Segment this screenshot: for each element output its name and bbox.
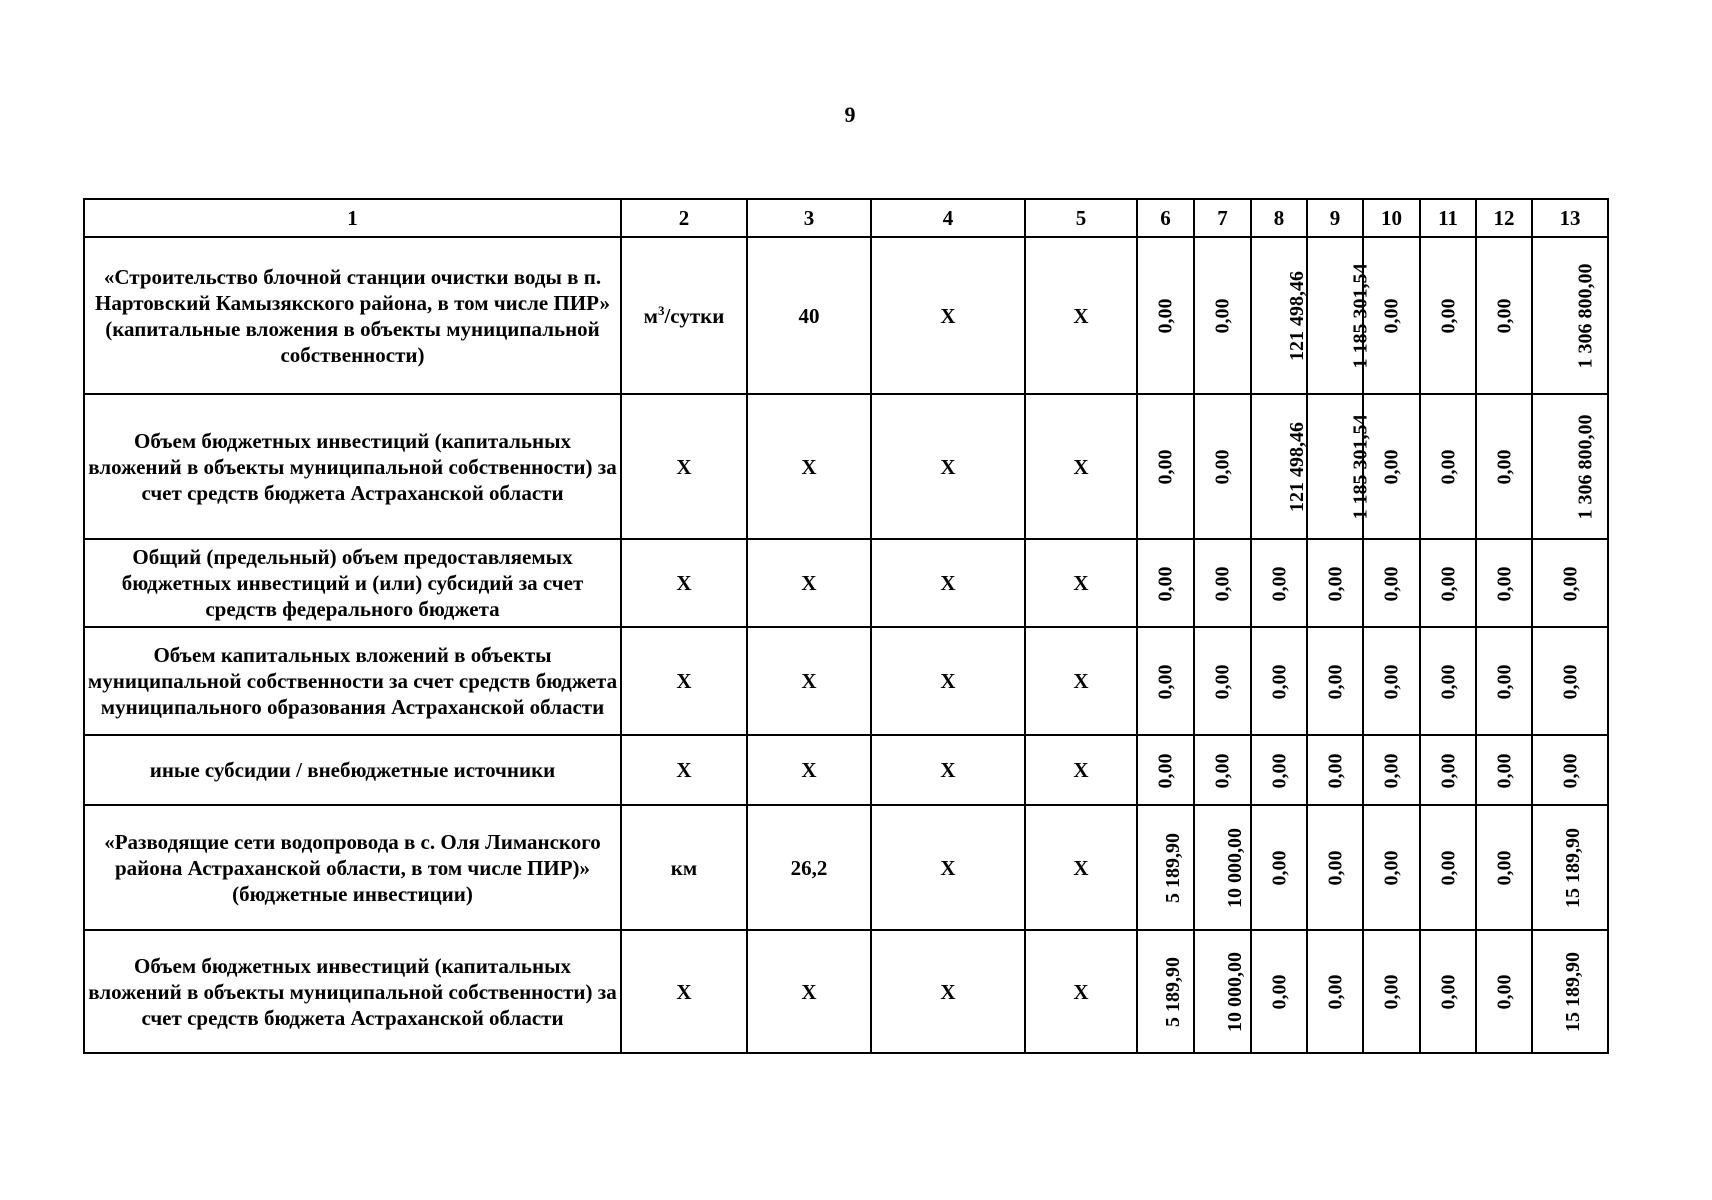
row-value: 0,00	[1493, 664, 1515, 699]
row-value-cell	[1251, 539, 1307, 627]
column-header: 12	[1476, 199, 1532, 237]
row-value-cell	[1532, 930, 1608, 1053]
row-capacity: 26,2	[747, 805, 871, 930]
row-value-cell	[1420, 394, 1476, 539]
row-value-cell	[1194, 735, 1251, 805]
row-value: 0,00	[1268, 850, 1290, 886]
row-value: 0,00	[1380, 753, 1403, 788]
row-value-cell	[1476, 539, 1532, 627]
row-description: Общий (предельный) объем предоставляемых бюджетных инвестиций и (или) субсидий за счет средств федерального бюджета	[84, 539, 621, 627]
row-col5: X	[1025, 539, 1137, 627]
row-col4: X	[871, 237, 1025, 394]
row-capacity: 40	[747, 237, 871, 394]
row-col4: X	[871, 394, 1025, 539]
row-col5: X	[1025, 237, 1137, 394]
table-row	[84, 237, 1608, 394]
row-value-cell	[1363, 237, 1420, 394]
row-value-cell	[1251, 394, 1307, 539]
row-value-cell	[1251, 930, 1307, 1053]
row-value: 0,00	[1380, 974, 1403, 1010]
column-header: 1	[84, 199, 621, 237]
row-col4: X	[871, 539, 1025, 627]
row-value-cell	[1476, 237, 1532, 394]
row-value: 0,00	[1380, 298, 1403, 334]
row-value: 0,00	[1211, 664, 1234, 699]
row-value: 0,00	[1324, 850, 1346, 886]
row-value: 0,00	[1493, 753, 1515, 788]
row-value: 0,00	[1268, 566, 1290, 601]
table-row	[84, 394, 1608, 539]
column-header: 13	[1532, 199, 1608, 237]
row-value: 0,00	[1493, 449, 1515, 485]
row-value-cell	[1363, 930, 1420, 1053]
row-value-cell	[1532, 627, 1608, 735]
row-value: 0,00	[1559, 566, 1581, 601]
row-capacity: X	[747, 930, 871, 1053]
row-value-cell	[1307, 805, 1363, 930]
row-value: 0,00	[1268, 974, 1290, 1010]
row-value-cell	[1476, 735, 1532, 805]
row-value: 1 185 301,54	[1349, 414, 1372, 520]
row-value-cell	[1420, 805, 1476, 930]
row-col4: X	[871, 805, 1025, 930]
row-value: 0,00	[1154, 566, 1177, 601]
row-value-cell	[1532, 539, 1608, 627]
column-header: 11	[1420, 199, 1476, 237]
row-value: 0,00	[1324, 566, 1346, 601]
row-value-cell	[1420, 627, 1476, 735]
row-value-cell	[1532, 237, 1608, 394]
page-number: 9	[844, 102, 856, 127]
row-value: 1 185 301,54	[1349, 263, 1372, 369]
row-value: 15 189,90	[1562, 952, 1584, 1032]
row-value: 0,00	[1437, 850, 1459, 886]
row-value: 0,00	[1380, 850, 1403, 886]
row-value-cell	[1251, 805, 1307, 930]
row-col5: X	[1025, 805, 1137, 930]
row-value-cell	[1137, 237, 1194, 394]
row-value-cell	[1137, 930, 1194, 1053]
row-value-cell	[1307, 539, 1363, 627]
row-value-cell	[1476, 930, 1532, 1053]
row-description: «Строительство блочной станции очистки воды в п. Нартовский Камызякского района, в том числе ПИР» (капитальные вложения в объекты муниципальной собственности)	[84, 237, 621, 394]
row-col4: X	[871, 930, 1025, 1053]
row-value-cell	[1137, 735, 1194, 805]
row-description: Объем бюджетных инвестиций (капитальных вложений в объекты муниципальной собственности) за счет средств бюджета Астраханской области	[84, 394, 621, 539]
row-value: 0,00	[1211, 298, 1234, 334]
row-value-cell	[1420, 237, 1476, 394]
row-value: 10 000,00	[1224, 828, 1246, 908]
row-value-cell	[1194, 930, 1251, 1053]
row-value: 0,00	[1154, 753, 1177, 788]
column-header: 7	[1194, 199, 1251, 237]
table-row	[84, 805, 1608, 930]
row-description: Объем капитальных вложений в объекты муниципальной собственности за счет средств бюджета муниципального образования Астраханской области	[84, 627, 621, 735]
row-col5: X	[1025, 735, 1137, 805]
column-header: 3	[747, 199, 871, 237]
row-value: 0,00	[1211, 753, 1234, 788]
row-value: 0,00	[1493, 298, 1515, 334]
column-header: 2	[621, 199, 747, 237]
row-value-cell	[1307, 735, 1363, 805]
column-header: 6	[1137, 199, 1194, 237]
row-col5: X	[1025, 394, 1137, 539]
row-value-cell	[1307, 237, 1372, 394]
row-value: 0,00	[1559, 664, 1581, 699]
row-unit: X	[621, 394, 747, 539]
row-value-cell	[1532, 805, 1608, 930]
table-row	[84, 735, 1608, 805]
row-col5: X	[1025, 930, 1137, 1053]
column-header: 8	[1251, 199, 1307, 237]
row-value: 0,00	[1324, 753, 1346, 788]
row-value-cell	[1363, 805, 1420, 930]
row-value: 0,00	[1437, 974, 1459, 1010]
row-value-cell	[1420, 735, 1476, 805]
column-header: 10	[1363, 199, 1420, 237]
row-value: 1 306 800,00	[1574, 263, 1597, 369]
row-value-cell	[1532, 394, 1608, 539]
row-value-cell	[1307, 627, 1363, 735]
row-description: иные субсидии / внебюджетные источники	[84, 735, 621, 805]
row-col4: X	[871, 627, 1025, 735]
row-value-cell	[1363, 539, 1420, 627]
row-value: 0,00	[1493, 974, 1515, 1010]
row-capacity: X	[747, 394, 871, 539]
row-value-cell	[1137, 627, 1194, 735]
row-value-cell	[1363, 627, 1420, 735]
row-col4: X	[871, 735, 1025, 805]
row-value-cell	[1251, 627, 1307, 735]
row-value: 0,00	[1380, 664, 1403, 699]
row-value: 0,00	[1437, 664, 1459, 699]
table-body	[84, 237, 1608, 1053]
row-value: 5 189,90	[1162, 833, 1184, 903]
row-value-cell	[1194, 627, 1251, 735]
column-header: 4	[871, 199, 1025, 237]
row-value-cell	[1363, 394, 1420, 539]
row-value-cell	[1532, 735, 1608, 805]
row-value-cell	[1194, 539, 1251, 627]
row-value: 0,00	[1380, 566, 1403, 601]
row-description: Объем бюджетных инвестиций (капитальных вложений в объекты муниципальной собственности) за счет средств бюджета Астраханской области	[84, 930, 621, 1053]
row-value: 121 498,46	[1286, 271, 1308, 361]
row-value-cell	[1137, 539, 1194, 627]
row-unit: X	[621, 539, 747, 627]
row-value: 0,00	[1211, 449, 1234, 485]
row-col5: X	[1025, 627, 1137, 735]
row-value-cell	[1363, 735, 1420, 805]
row-value: 5 189,90	[1162, 957, 1184, 1027]
column-number-row	[84, 199, 1608, 237]
row-value: 1 306 800,00	[1574, 414, 1597, 520]
row-unit: X	[621, 735, 747, 805]
column-header: 5	[1025, 199, 1137, 237]
row-value-cell	[1476, 627, 1532, 735]
row-value: 0,00	[1437, 298, 1459, 334]
row-description: «Разводящие сети водопровода в с. Оля Лиманского района Астраханской области, в том числе ПИР)» (бюджетные инвестиции)	[84, 805, 621, 930]
row-value-cell	[1307, 930, 1363, 1053]
row-value: 15 189,90	[1562, 828, 1584, 908]
row-value: 10 000,00	[1224, 952, 1246, 1032]
row-value: 0,00	[1437, 753, 1459, 788]
row-value-cell	[1194, 394, 1251, 539]
row-value: 0,00	[1380, 449, 1403, 485]
table-row	[84, 539, 1608, 627]
row-unit: X	[621, 627, 747, 735]
row-unit: X	[621, 930, 747, 1053]
row-value: 0,00	[1493, 566, 1515, 601]
row-value-cell	[1194, 237, 1251, 394]
row-value: 0,00	[1493, 850, 1515, 886]
row-value-cell	[1420, 930, 1476, 1053]
row-value: 0,00	[1437, 566, 1459, 601]
row-capacity: X	[747, 627, 871, 735]
row-value-cell	[1251, 735, 1307, 805]
row-value: 0,00	[1268, 664, 1290, 699]
row-value-cell	[1251, 237, 1307, 394]
row-value: 121 498,46	[1286, 422, 1308, 512]
row-value-cell	[1137, 805, 1194, 930]
row-value: 0,00	[1211, 566, 1234, 601]
row-unit: км	[621, 805, 747, 930]
row-value-cell	[1420, 539, 1476, 627]
row-value: 0,00	[1324, 974, 1346, 1010]
row-value-cell	[1476, 805, 1532, 930]
row-value: 0,00	[1324, 664, 1346, 699]
row-value: 0,00	[1154, 664, 1177, 699]
row-value: 0,00	[1154, 449, 1177, 485]
row-value: 0,00	[1154, 298, 1177, 334]
row-value-cell	[1476, 394, 1532, 539]
row-value-cell	[1137, 394, 1194, 539]
investment-table	[83, 198, 1609, 1054]
row-value: 0,00	[1437, 449, 1459, 485]
row-value: 0,00	[1559, 753, 1581, 788]
row-unit: $м^3$/сутки	[621, 237, 747, 394]
table-row	[84, 930, 1608, 1053]
row-capacity: X	[747, 735, 871, 805]
table-row	[84, 627, 1608, 735]
column-header: 9	[1307, 199, 1363, 237]
row-value-cell	[1194, 805, 1251, 930]
row-value: 0,00	[1268, 753, 1290, 788]
row-value-cell	[1307, 394, 1372, 539]
row-capacity: X	[747, 539, 871, 627]
